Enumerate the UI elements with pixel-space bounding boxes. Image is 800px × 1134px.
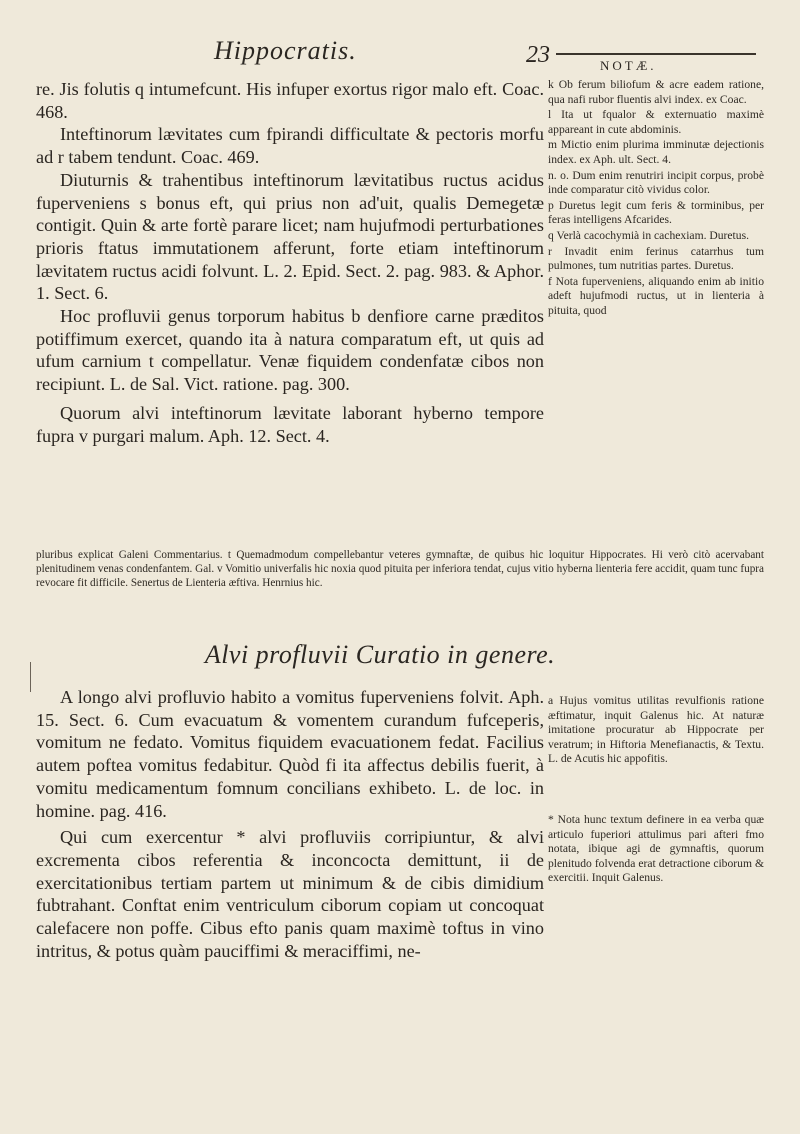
- note: f Nota fuperveniens, aliquando enim ab initio adeft hujufmodi ructus, ut in lienteria à pituita, quod: [548, 274, 764, 317]
- note: l Ita ut fqualor & externuatio maximè appareant in cute abdominis.: [548, 108, 764, 136]
- note: * Nota hunc textum definere in ea verba quæ articulo fuperiori attulimus pari afteri fmo notata, ibique agi de gymnaftis, quorum plenitudo folvenda erat detractione ciborum & exercitii. Inquit Galenus.: [548, 812, 764, 885]
- note: a Hujus vomitus utilitas revulfionis ratione æftimatur, inquit Galenus hic. At naturæ imitatione procuratur ab Hippocrate per veratrum; in Hiftoria Menefianactis, & Textu. L. de Acutis hic appofitis.: [548, 694, 764, 766]
- upper-main-text: [36, 78, 544, 447]
- lower-margin-notes: [548, 694, 764, 887]
- paragraph: Inteftinorum lævitates cum fpirandi difficultate & pectoris morfu ad r tabem tendunt. Coac. 469.: [36, 124, 544, 168]
- note: p Duretus legit cum feris & torminibus, per feras intelligens Afcarides.: [548, 198, 764, 227]
- wide-footnotes: pluribus explicat Galeni Commentarius. t Quemadmodum compellebantur veteres gymnaftæ, de quibus hic loquitur Hippocrates. Hi verò citò acervabant plenitudinem venas condenfantem. Gal. v Vomitio univerfalis hic noxia quod pituita per inferiora tendat, cujus vitio hyberna lienteria fere accidit, quam tunc fupra revocare fit difficile. Senertus de Lienteria æftiva. Henrnius hic.: [36, 549, 764, 589]
- running-head: [0, 34, 800, 74]
- paragraph: Diuturnis & trahentibus inteftinorum lævitatibus ructus acidus fuperveniens s bonus eft, qui prius non ad'uit, qualis Demegetæ contigit. Quin & arte fortè parare licet; nam hujufmodi perturbationes prioris ftatus immutationem afferunt, forte etiam inteftinorum lævitatem ructus acidi folvunt. L. 2. Epid. Sect. 2. pag. 983. & Aphor. 1. Sect. 6.: [36, 169, 544, 304]
- section-title: Alvi profluvii Curatio in genere.: [204, 640, 556, 669]
- paragraph: Hoc profluvii genus torporum habitus b denfiore carne præditos potiffimum exercet, quando ita à natura comparatum eft, ut quis ad ufum carnium t compellatur. Venæ fiquidem condenfatæ cibos non recipiunt. L. de Sal. Vict. ratione. pag. 300.: [36, 306, 544, 395]
- gutter-mark: [30, 662, 31, 692]
- lower-main-text: [36, 686, 544, 962]
- paragraph: A longo alvi profluvio habito a vomitus fuperveniens folvit. Aph. 15. Sect. 6. Cum evacuatum & vomentem curandum fufceperis, vomitum ne fedato. Vomitus fiquidem evacuationem fedat. Facilius autem poftea vomitus fedabitur. Quòd fi ita affectus debilis fuerit, à vomitu medicamentum fomnum concilians exhibeto. L. de loc. in homine. pag. 416.: [36, 687, 544, 821]
- running-title: Hippocratis.: [214, 36, 357, 65]
- note: r Invadit enim ferinus catarrhus tum pulmones, tum nutritias partes. Duretus.: [548, 244, 764, 273]
- note: m Mictio enim plurima imminutæ dejectionis index. ex Aph. ult. Sect. 4.: [548, 138, 764, 166]
- paragraph: re. Jis folutis q intumefcunt. His infuper exortus rigor malo eft. Coac. 468.: [36, 79, 544, 122]
- note: q Verlà cacochymià in cachexiam. Duretus.: [548, 228, 749, 242]
- section-heading: [0, 640, 800, 670]
- note: n. o. Dum enim renutriri incipit corpus, probè inde comparatur citò vividus color.: [548, 168, 764, 197]
- upper-margin-notes: [548, 78, 764, 320]
- paragraph: Qui cum exercentur * alvi profluviis corripiuntur, & alvi excrementa cibos referentia & inconcocta demittunt, ii de exercitationibus tertiam partem ut minimum & de cibis dimidium fubtrahant. Conftat enim ventriculum ciborum copiam ut concoquat calefacere non poffe. Cibus efto panis quam maximè toftus in vino intritus, & potus quàm pauciffimi & meraciffimi, ne-: [36, 827, 544, 961]
- paragraph: Quorum alvi inteftinorum lævitate laborant hyberno tempore fupra v purgari malum. Aph. 12. Sect. 4.: [36, 402, 544, 446]
- header-rule: [556, 53, 756, 55]
- notes-label: NOTÆ.: [600, 58, 657, 73]
- note: k Ob ferum biliofum & acre eadem ratione, qua nafi rubor fluentis alvi index. ex Coac.: [548, 78, 764, 106]
- page-number: 23: [526, 42, 550, 68]
